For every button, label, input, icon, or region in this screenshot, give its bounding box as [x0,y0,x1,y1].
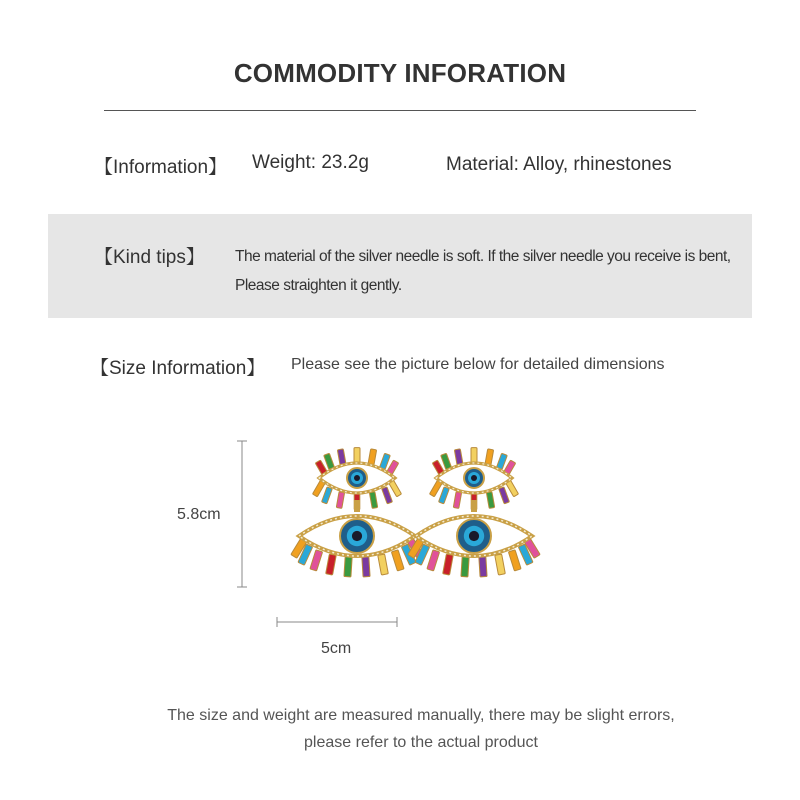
size-information-description: Please see the picture below for detailed dimensions [291,356,665,373]
page-title: COMMODITY INFORATION [233,58,567,88]
width-dimension-label: 5cm [321,640,352,657]
width-dimension-line [277,617,397,627]
information-label: 【Information】 [94,157,228,178]
evil-eye-earrings-image [291,448,540,577]
material-value: Material: Alloy, rhinestones [446,154,672,175]
height-dimension-label: 5.8cm [177,506,221,523]
size-information-label: 【Size Information】 [90,358,266,379]
height-dimension-line [237,441,247,587]
kind-tips-line-1: The material of the silver needle is soft. If the silver needle you receive is bent, [235,248,731,265]
measurement-note-line-2: please refer to the actual product [304,734,538,751]
measurement-note [0,702,800,756]
measurement-note-line-1: The size and weight are measured manually, there may be slight errors, [167,707,675,724]
kind-tips-label: 【Kind tips】 [94,247,205,268]
kind-tips-line-2: Please straighten it gently. [235,277,402,294]
weight-value: Weight: 23.2g [252,152,369,173]
